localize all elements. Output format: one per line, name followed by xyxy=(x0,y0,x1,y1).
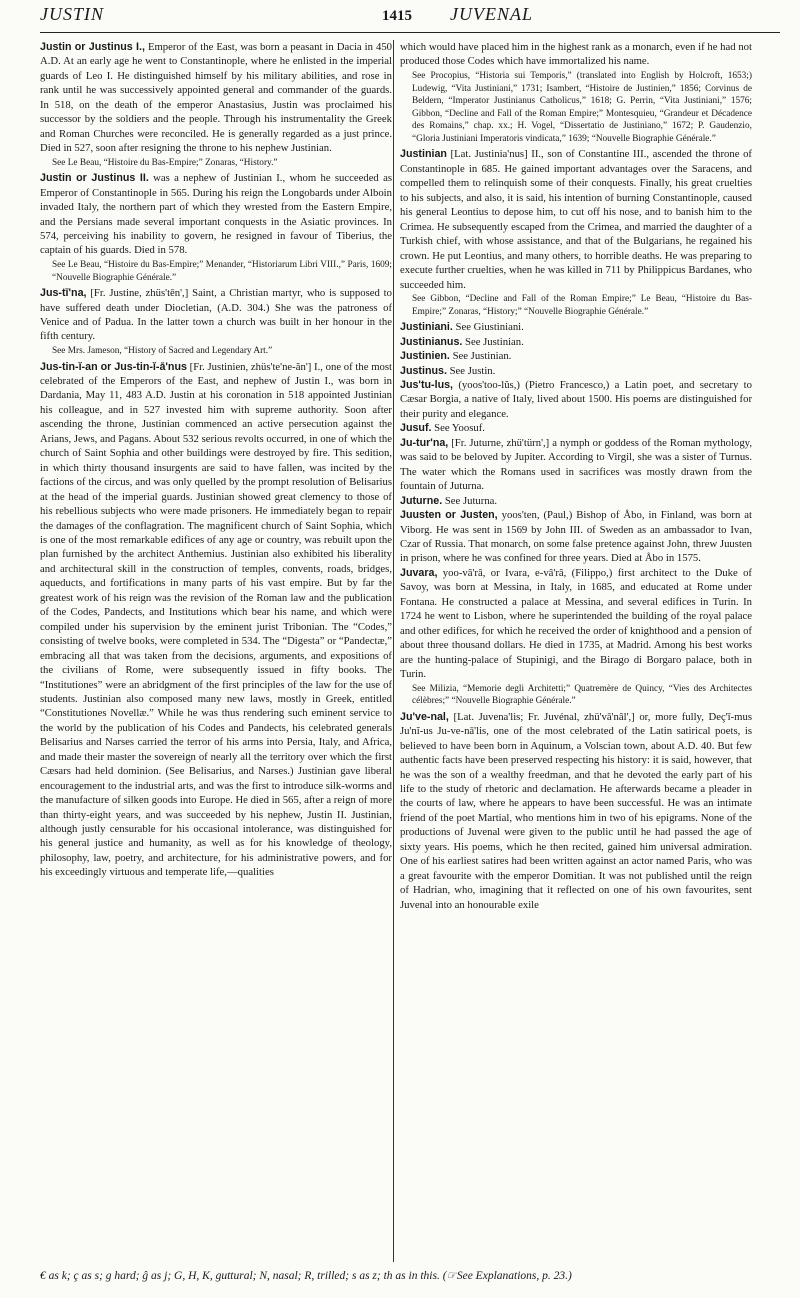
reference-note: See Procopius, “Historia sui Temporis,” (translated into English by Holcroft, 1653;) Ludewig, “Vita Justiniani,” 1731; Isambert, “Histoire de Justinien,” 1856; Corvinus de Beldern, “Imperator Justinianus Catholicus,” 1618; G. Perrin, “Vita Justiniani,” 1576; Gibbon, “Decline and Fall of the Roman Empire;” Montesquieu, “Grandeur et Décadence des Romains,” chap. xx.; H. Vogel, “Dissertatio de Justiniano,” 1672; P. Gaudenzio, “Gloria Justiniani Imperatoris vindicata,” 1639; “Nouvelle Biographie Générale.” xyxy=(412,70,752,144)
dictionary-entry xyxy=(40,286,392,344)
entry-body: [Lat. Juvena'lis; Fr. Juvénal, zhü'vā'nâl',] or, more fully, Deç'ī-mus Ju'nĭ-us Ju-ve-nā'lis, one of the most celebrated of the Latin satirical poets, is believed to have been born in Aquinum, a Volscian town, about A.D. 40. But few authentic facts have been preserved respecting his history: it is said, however, that he was the son of a wealthy freedman, and that he devoted the early part of his life to the study of rhetoric and declamation. He afterwards became a pleader in the courts of law, where he appears to have been successful. He was an intimate friend of the poet Martial, who mentions him in two of his epigrams. None of the productions of Juvenal were given to the public until he had passed the age of sixty years. His poems, which he then recited, gained him universal admiration. One of his earliest satires had been written against an actor named Paris, who was a great favourite with the emperor Domitian. It was not published until the reign of Hadrian, who, imagining that it reflected on one of his own favourites, sent Juvenal into an honourable exile xyxy=(400,710,752,911)
dictionary-entry xyxy=(400,494,752,508)
entry-headword: Justin or Justinus I., xyxy=(40,41,145,53)
reference-note: See Gibbon, “Decline and Fall of the Roman Empire;” Le Beau, “Histoire du Bas-Empire;” Zonaras, “History;” “Nouvelle Biographie Générale.” xyxy=(412,294,752,317)
dictionary-entry xyxy=(40,360,392,880)
entry-body: Emperor of the East, was born a peasant in Dacia in 450 A.D. At an early age he went to Constantinople, where he enlisted in the imperial guards of Leo I. He distinguished himself by his military abilities, and rose in rank until he was successively appointed general and commander of the guards. In 518, on the death of the emperor Anastasius, Justin was proclaimed his successor by the soldiers and the people. Through his instrumentality the Greek and Roman Churches were reconciled. He is generally regarded as a just prince. Died in 527, soon after resigning the throne to his nephew Justinian. xyxy=(40,41,392,155)
header-rule xyxy=(40,32,780,33)
entry-headword: Jus'tu-lus, xyxy=(400,379,454,391)
dictionary-entry xyxy=(400,147,752,292)
dictionary-entry xyxy=(400,335,752,349)
entry-headword: Jus-tī'na, xyxy=(40,287,87,300)
entry-headword: Juturne. xyxy=(400,494,443,507)
entry-headword: Ju've-nal, xyxy=(400,710,449,723)
entry-body: (yoos'too-lŭs,) (Pietro Francesco,) a Latin poet, and secretary to Cæsar Borgia, a native of Italy, lived about 1500. His poems are distinguished for their purity and elegance. xyxy=(400,379,752,420)
entry-body: [Fr. Juturne, zhü'türn',] a nymph or goddess of the Roman mythology, was said to be beloved by Jupiter. According to Virgil, she was a sister of Turnus. The water which the Romans used in sacrifices was mostly drawn from the fountain of Juturna. xyxy=(400,436,752,493)
dictionary-entry xyxy=(400,566,752,682)
entry-headword: Juvara, xyxy=(400,566,438,579)
right-column xyxy=(400,40,752,1260)
entry-headword: Jusuf. xyxy=(400,422,432,435)
dictionary-entry xyxy=(400,508,752,566)
reference-note: See Milizia, “Memorie degli Architetti;” Quatremère de Quincy, “Vies des Architectes célèbres;” “Nouvelle Biographie Générale.” xyxy=(412,683,752,707)
entry-body: See Juturna. xyxy=(442,494,498,507)
entry-body: See Giustiniani. xyxy=(452,321,524,334)
entry-headword: Justinien. xyxy=(400,350,450,363)
dictionary-entry xyxy=(40,40,392,156)
dictionary-entry xyxy=(400,364,752,378)
running-head-right: JUVENAL xyxy=(450,4,533,24)
page-header xyxy=(40,0,780,36)
entry-body: See Justin. xyxy=(446,364,496,377)
entry-headword: Justinus. xyxy=(400,364,447,377)
entry-body: yoos'ten, (Paul,) Bishop of Åbo, in Finland, was born at Viborg. He was sent in 1569 by John III. of Sweden as an ambassador to Ivan, Czar of Russia. That monarch, on some false pretence against John, threw Juusten in prison, where he was confined for three years. Died at Åbo in 1575. xyxy=(400,509,752,565)
entry-headword: Justinian xyxy=(400,148,447,161)
dictionary-entry xyxy=(400,436,752,494)
reference-note: See Mrs. Jameson, “History of Sacred and Legendary Art.” xyxy=(52,345,273,356)
entry-body: See Justinian. xyxy=(462,335,524,348)
entry-body: [Fr. Justine, zhüs'tēn',] Saint, a Christian martyr, who is supposed to have suffered death under Diocletian, (A.D. 304.) She was the patroness of Venice and of Padua. In the latter town a church was built in her honour in the fifth century. xyxy=(40,287,392,343)
reference-note: See Le Beau, “Histoire du Bas-Empire;” Menander, “Historiarum Libri VIII.,” Paris, 1609; “Nouvelle Biographie Générale.” xyxy=(52,259,392,283)
entry-body: which would have placed him in the highest rank as a monarch, even if he had not produced those Codes which have immortalized his name. xyxy=(400,41,752,68)
entry-body: See Justinian. xyxy=(449,350,512,363)
page-number: 1415 xyxy=(382,8,412,24)
reference-note: See Le Beau, “Histoire du Bas-Empire;” Zonaras, “History.” xyxy=(52,157,278,168)
entry-body: yoo-vâ'râ, or Ivara, e-vâ'râ, (Filippo,) first architect to the Duke of Savoy, was born at Messina, in Italy, in 1685, and educated at Rome under Fontana. He constructed a palace at Messina, and several edifices in Turin. In 1724 he went to Lisbon, where he superintended the building of the royal palace and other edifices, for which he received the order of knighthood and a pension of about three thousand dollars. He died in 1735, at Madrid. Among his best works are the hunting-palace of Stupinigi, and the Birago di Borgaro palace, both in Turin. xyxy=(400,566,752,681)
column-divider xyxy=(393,40,394,1262)
running-head-left: JUSTIN xyxy=(40,4,104,24)
dictionary-entry xyxy=(400,710,752,912)
entry-headword: Justiniani. xyxy=(400,321,453,334)
dictionary-entry xyxy=(400,421,752,435)
entry-headword: Justin or Justinus II. xyxy=(40,172,149,185)
dictionary-entry xyxy=(400,378,752,421)
entry-body: was a nephew of Justinian I., whom he succeeded as Emperor of Constantinople in 565. During his reign the Longobards under Alboin invaded Italy, the northern part of which they wrested from the Eastern Empire, and the Persians made several important conquests in the Asiatic provinces. In 574, perceiving his inability to govern, he resigned in favour of Tiberius, the captain of his guards. Died in 578. xyxy=(40,172,392,257)
left-column xyxy=(40,40,392,1260)
entry-body: See Yoosuf. xyxy=(431,422,485,435)
dictionary-entry xyxy=(400,40,752,69)
entry-headword: Ju-tur'na, xyxy=(400,436,449,449)
entry-body: [Fr. Justinien, zhüs'te'ne-ăn'] I., one of the most celebrated of the Emperors of the East, and nephew of Justin I., was born in Dardania, May 11, 483 A.D. Justin at his coronation in 518 appointed Justinian his colleague, and in 527 invested him with supreme authority. Soon after ascending the throne, Justinian commenced an active persecution against the Arians, Jews, and Pagans. About 532 serious revolts occurred, in one of which the church of Saint Sophia and other buildings were destroyed by fire. This sedition, in which thirty thousand insurgents are said to have fallen, was incited by the factions of the circus, and was only quelled by the prompt resolution of Belisarius at the head of the imperial guards. Justinian showed great clemency to those of his rebellious subjects who were made prisoners. He immediately began to repair the damages of the conflagration. The magnificent church of Saint Sophia, which is one of the most remarkable edifices of any age or country, was rebuilt upon the plan furnished by the architect Anthemius. Justinian also exhibited his liberality and architectural skill in the construction of temples, convents, roads, bridges, aqueducts, and fortifications in many parts of his vast empire. But by far the greatest work of his reign was the revision of the Roman law and the publication of the Codes, Pandects, and Institutions which bear his name, and which were compiled under his supervision by the eminent jurist Tribonian. The “Codes,” consisting of twelve books, were completed in 534. The “Digesta” or “Pandectæ,” embracing all that was taken from the decisions, arguments, and expositions of the civilians of Rome, were subsequently issued in fifty books. The “Institutiones” were an abridgment of the first principles of the law for the use of students. Justinian also composed many new laws, mostly in Greek, entitled “Constitutiones Novellæ.” While he was thus rendering such eminent service to the world by the publication of his Codes and Pandects, his celebrated generals Belisarius and Narses carried the terror of his arms into Persia, Italy, and Africa, and made their master the sovereign of nearly all the territory over which the first Cæsars had held dominion. (See Belisarius, and Narses.) Justinian gave liberal encouragement to the industrial arts, and was the first to introduce silk-worms and the manufacture of silken goods into Europe. He died in 565, after a reign of more than thirty-eight years, and was succeeded by his nephew, Justin II. Justinian, although justly censurable for his occasional intolerance, was distinguished for his general justice and humanity, as well as for his knowledge of theology, philosophy, law, poetry, and architecture, for his administrative powers, and for his exceedingly virtuous and temperate life,—qualities xyxy=(40,360,392,879)
entry-headword: Justinianus. xyxy=(400,335,463,348)
pronunciation-key-footer: € as k; ç as s; g hard; ĝ as j; G, H, K, guttural; N, nasal; R, trilled; s as z; th as in this. (☞See Explanations, p. 23.) xyxy=(40,1270,572,1282)
entry-headword: Jus-tin-ĭ-an or Jus-tin-ĭ-ā'nus xyxy=(40,360,187,373)
dictionary-entry xyxy=(400,320,752,334)
entry-body: [Lat. Justinia'nus] II., son of Constantine III., ascended the throne of Constantinople in 685. He gained important advantages over the Saracens, and compelled them to relinquish some of their conquests. Finally, his great cruelties to his subjects, and also, it is said, his intention of burning Constantinople, caused his general Leontius to depose him, to cut off his nose, and to banish him to the Crimea. He subsequently escaped from the Crimea, and married the daughter of a Turkish chief, with whose assistance, and that of the Bulgarians, he regained his crown. He put Leontius, and many others, to horrible deaths. He was preparing to execute further cruelties, when he was killed in 711 by Philippicus Bardanes, who succeeded him. xyxy=(400,148,752,291)
dictionary-entry xyxy=(40,171,392,258)
entry-headword: Juusten or Justen, xyxy=(400,509,498,522)
dictionary-entry xyxy=(400,349,752,363)
